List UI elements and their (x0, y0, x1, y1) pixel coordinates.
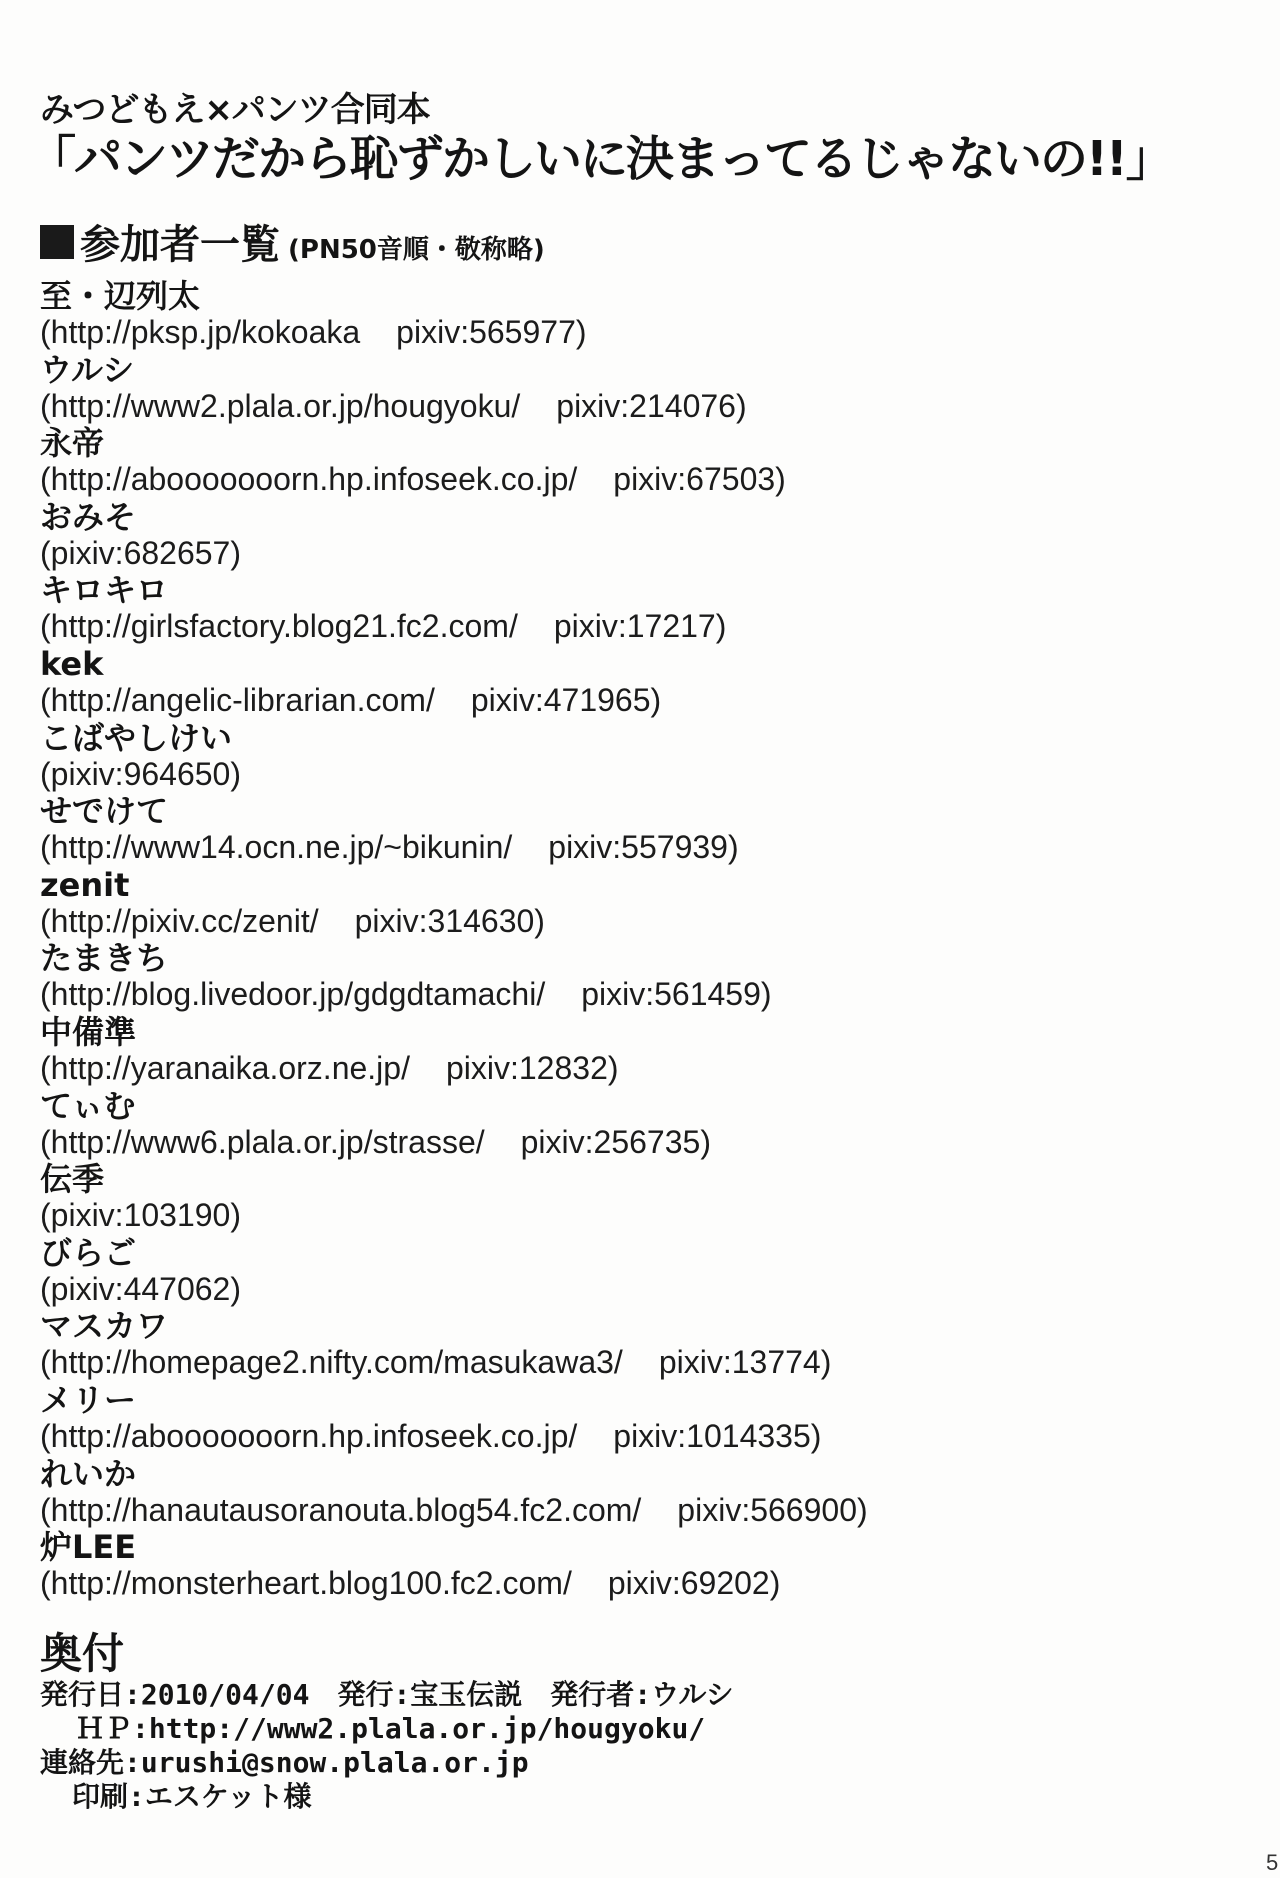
participant-links (40, 1050, 619, 1086)
participant-entry (40, 499, 1240, 573)
participant-name: 永帝 (40, 424, 105, 463)
participant-name: メリー (40, 1380, 137, 1419)
participant-pixiv: pixiv:557939) (548, 829, 739, 866)
participant-entry (40, 1014, 1240, 1088)
participant-url: (http://www2.plala.or.jp/hougyoku/ (40, 387, 521, 424)
participant-url: (http://monsterheart.blog100.fc2.com/ (40, 1565, 572, 1602)
participant-url: (http://abooooooorn.hp.infoseek.co.jp/ (40, 1417, 578, 1454)
participant-name: 中備準 (40, 1012, 137, 1051)
colophon-homepage: ＨＰ:http://www2.plala.or.jp/hougyoku/ (76, 1712, 706, 1745)
participant-name: 炉LEE (40, 1528, 137, 1567)
participant-url: (http://homepage2.nifty.com/masukawa3/ (40, 1344, 623, 1381)
participant-url: (http://pksp.jp/kokoaka (40, 314, 361, 350)
participant-url: (http://blog.livedoor.jp/gdgdtamachi/ (40, 976, 546, 1013)
participant-name: せでけて (40, 792, 169, 831)
participant-pixiv: pixiv:17217) (553, 608, 727, 645)
participant-links (40, 314, 587, 350)
participant-links (40, 976, 772, 1012)
participant-name: こばやしけい (40, 718, 233, 757)
participant-list (40, 278, 1240, 1603)
participants-heading (40, 213, 545, 270)
participant-pixiv: pixiv:1014335) (613, 1417, 822, 1454)
participant-pixiv: pixiv:565977) (396, 314, 587, 350)
participant-name: キロキロ (40, 571, 169, 610)
participant-name: れいか (40, 1454, 137, 1493)
participant-name: 伝季 (40, 1160, 105, 1199)
participant-pixiv: pixiv:314630) (354, 902, 545, 939)
participant-pixiv: (pixiv:682657) (40, 534, 241, 571)
participant-pixiv: pixiv:67503) (613, 461, 786, 498)
participant-entry (40, 278, 1240, 352)
participant-url: (http://angelic-librarian.com/ (40, 681, 435, 718)
participant-url: (http://www6.plala.or.jp/strasse/ (40, 1123, 485, 1160)
participant-name: ウルシ (40, 350, 135, 389)
participant-entry (40, 867, 1240, 941)
participant-pixiv: (pixiv:103190) (40, 1197, 241, 1234)
participant-links (40, 682, 661, 718)
issuer: 発行者:ウルシ (550, 1678, 734, 1711)
participant-entry (40, 1456, 1240, 1530)
participant-pixiv: (pixiv:447062) (40, 1270, 241, 1307)
participant-entry (40, 1088, 1240, 1162)
participant-name: 至・辺列太 (40, 277, 201, 315)
participant-links (40, 1492, 868, 1528)
participant-pixiv: pixiv:471965) (470, 681, 662, 718)
participant-entry (40, 425, 1240, 499)
participant-entry (40, 720, 1240, 794)
participant-entry (40, 1235, 1240, 1309)
publisher: 発行:宝玉伝説 (337, 1678, 523, 1711)
publication-date: 発行日:2010/04/04 (40, 1678, 310, 1711)
book-subtitle: みつどもえ×パンツ合同本 (40, 90, 430, 130)
participant-url: (http://pixiv.cc/zenit/ (40, 902, 319, 939)
participant-pixiv: pixiv:561459) (581, 976, 772, 1013)
participant-links (40, 903, 545, 939)
colophon-printer: 印刷:エスケット様 (72, 1780, 312, 1813)
participant-links (40, 1124, 711, 1160)
participant-links (40, 535, 241, 571)
colophon (40, 1630, 734, 1814)
participant-entry (40, 1161, 1240, 1235)
participant-entry (40, 646, 1240, 720)
participant-name: びらご (40, 1233, 137, 1272)
colophon-contact: 連絡先:urushi@snow.plala.or.jp (40, 1746, 529, 1779)
participant-entry (40, 352, 1240, 426)
participant-pixiv: pixiv:256735) (520, 1123, 711, 1160)
participants-heading-note: (PN50音順・敬称略) (288, 235, 545, 265)
colophon-heading: 奥付 (40, 1629, 125, 1678)
participant-entry (40, 572, 1240, 646)
participant-links (40, 1418, 821, 1454)
participant-name: てぃむ (40, 1086, 136, 1125)
book-title: 「パンツだから恥ずかしいに決まってるじゃないの!!」 (28, 131, 1172, 187)
participant-entry (40, 1529, 1240, 1603)
participant-pixiv: pixiv:69202) (607, 1565, 781, 1602)
participant-url: (http://hanautausoranouta.blog54.fc2.com/ (40, 1491, 642, 1528)
participant-pixiv: (pixiv:964650) (40, 755, 241, 792)
square-bullet-icon (40, 225, 74, 259)
page-number: 5 (1266, 1850, 1279, 1875)
participant-links (40, 1565, 780, 1601)
participant-links (40, 1197, 241, 1233)
participant-links (40, 756, 241, 792)
participant-entry (40, 1382, 1240, 1456)
participant-url: (http://www14.ocn.ne.jp/~bikunin/ (40, 829, 513, 866)
participant-url: (http://girlsfactory.blog21.fc2.com/ (40, 608, 518, 645)
participant-links (40, 829, 739, 865)
participant-name: マスカワ (40, 1307, 169, 1346)
participants-heading-label: 参加者一覧 (80, 222, 280, 268)
participant-entry (40, 940, 1240, 1014)
participant-links (40, 388, 747, 424)
participant-links (40, 608, 726, 644)
participant-entry (40, 1308, 1240, 1382)
participant-name: zenit (40, 865, 130, 904)
participant-pixiv: pixiv:13774) (658, 1344, 832, 1381)
colophon-publication-row (40, 1678, 734, 1712)
participant-pixiv: pixiv:12832) (445, 1049, 619, 1086)
participant-pixiv: pixiv:214076) (556, 387, 747, 424)
participant-url: (http://abooooooorn.hp.infoseek.co.jp/ (40, 461, 578, 498)
participant-links (40, 1344, 831, 1380)
participant-url: (http://yaranaika.orz.ne.jp/ (40, 1049, 410, 1086)
participant-name: kek (40, 644, 104, 683)
participant-name: たまきち (40, 939, 169, 978)
participant-links (40, 1271, 241, 1307)
participant-links (40, 461, 786, 497)
participant-name: おみそ (40, 497, 137, 536)
participant-entry (40, 793, 1240, 867)
participant-pixiv: pixiv:566900) (677, 1491, 868, 1528)
